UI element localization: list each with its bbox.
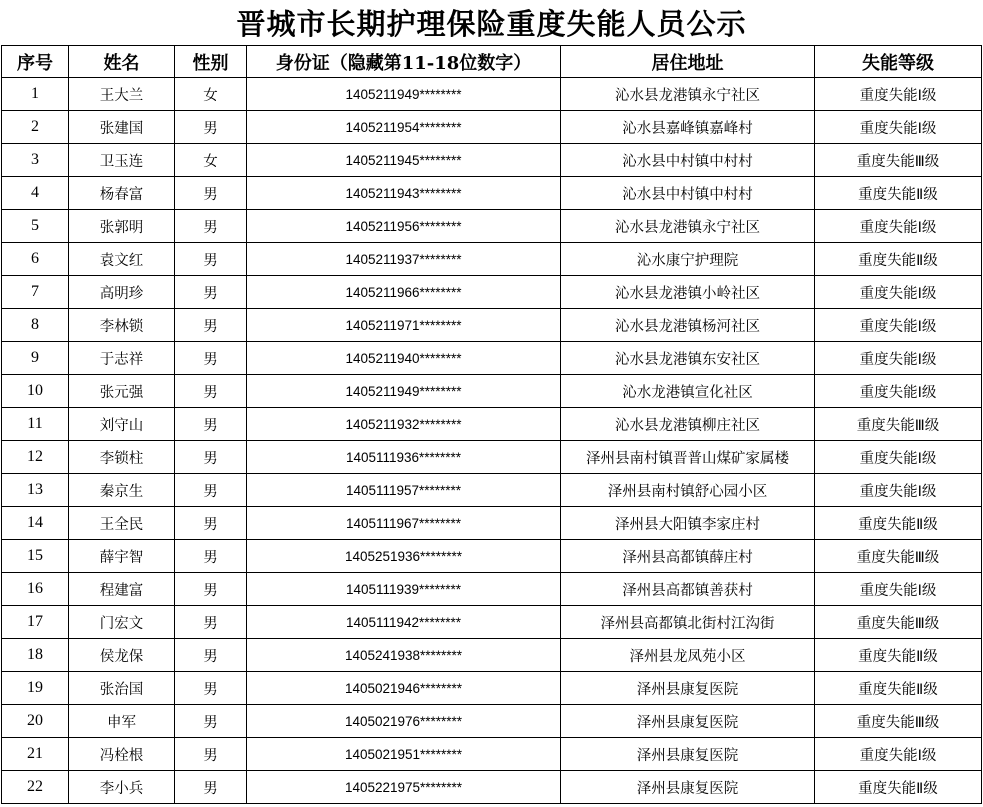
table-row <box>2 177 982 210</box>
cell-gender: 男 <box>175 606 247 639</box>
cell-level: 重度失能Ⅱ级 <box>815 177 982 210</box>
cell-address: 沁水龙港镇宣化社区 <box>561 375 815 408</box>
cell-name: 卫玉连 <box>69 144 175 177</box>
cell-level: 重度失能Ⅲ级 <box>815 144 982 177</box>
cell-address: 泽州县康复医院 <box>561 771 815 804</box>
cell-name: 李林锁 <box>69 309 175 342</box>
table-row <box>2 78 982 111</box>
cell-address: 沁水县龙港镇永宁社区 <box>561 78 815 111</box>
cell-gender: 女 <box>175 144 247 177</box>
cell-address: 沁水县龙港镇柳庄社区 <box>561 408 815 441</box>
table-row <box>2 540 982 573</box>
header-name: 姓名 <box>69 46 175 78</box>
cell-id: 1405021976******** <box>247 705 561 738</box>
header-gender: 性别 <box>175 46 247 78</box>
cell-gender: 男 <box>175 441 247 474</box>
cell-name: 刘守山 <box>69 408 175 441</box>
cell-id: 1405211949******** <box>247 78 561 111</box>
cell-id: 1405221975******** <box>247 771 561 804</box>
cell-level: 重度失能Ⅰ级 <box>815 210 982 243</box>
table-row <box>2 144 982 177</box>
table-row <box>2 408 982 441</box>
cell-seq: 14 <box>2 507 69 540</box>
header-id: 身份证（隐藏第11-18位数字） <box>247 46 561 78</box>
cell-address: 泽州县康复医院 <box>561 705 815 738</box>
cell-seq: 13 <box>2 474 69 507</box>
cell-seq: 11 <box>2 408 69 441</box>
cell-gender: 男 <box>175 474 247 507</box>
cell-address: 沁水县龙港镇杨河社区 <box>561 309 815 342</box>
cell-level: 重度失能Ⅰ级 <box>815 111 982 144</box>
cell-name: 冯栓根 <box>69 738 175 771</box>
table-row <box>2 639 982 672</box>
cell-id: 1405211943******** <box>247 177 561 210</box>
cell-id: 1405111967******** <box>247 507 561 540</box>
table-row <box>2 771 982 804</box>
cell-seq: 19 <box>2 672 69 705</box>
cell-address: 泽州县高都镇善获村 <box>561 573 815 606</box>
cell-gender: 男 <box>175 111 247 144</box>
cell-gender: 男 <box>175 276 247 309</box>
cell-seq: 20 <box>2 705 69 738</box>
cell-name: 于志祥 <box>69 342 175 375</box>
cell-seq: 10 <box>2 375 69 408</box>
cell-gender: 男 <box>175 177 247 210</box>
cell-address: 沁水县中村镇中村村 <box>561 177 815 210</box>
cell-gender: 男 <box>175 540 247 573</box>
cell-level: 重度失能Ⅱ级 <box>815 771 982 804</box>
cell-name: 申军 <box>69 705 175 738</box>
table-row <box>2 573 982 606</box>
cell-id: 1405211945******** <box>247 144 561 177</box>
cell-level: 重度失能Ⅰ级 <box>815 738 982 771</box>
table-row <box>2 672 982 705</box>
table-row <box>2 441 982 474</box>
cell-name: 李小兵 <box>69 771 175 804</box>
cell-name: 门宏文 <box>69 606 175 639</box>
cell-id: 1405111957******** <box>247 474 561 507</box>
cell-level: 重度失能Ⅱ级 <box>815 672 982 705</box>
cell-seq: 22 <box>2 771 69 804</box>
cell-address: 泽州县南村镇舒心园小区 <box>561 474 815 507</box>
cell-seq: 8 <box>2 309 69 342</box>
cell-id: 1405111939******** <box>247 573 561 606</box>
cell-name: 李锁柱 <box>69 441 175 474</box>
cell-id: 1405251936******** <box>247 540 561 573</box>
cell-name: 侯龙保 <box>69 639 175 672</box>
cell-seq: 7 <box>2 276 69 309</box>
table-header-row <box>2 46 982 78</box>
page-title: 晋城市长期护理保险重度失能人员公示 <box>236 6 747 41</box>
cell-address: 泽州县南村镇晋普山煤矿家属楼 <box>561 441 815 474</box>
cell-level: 重度失能Ⅲ级 <box>815 540 982 573</box>
header-seq: 序号 <box>2 46 69 78</box>
cell-gender: 男 <box>175 771 247 804</box>
cell-name: 高明珍 <box>69 276 175 309</box>
cell-gender: 男 <box>175 507 247 540</box>
cell-seq: 15 <box>2 540 69 573</box>
cell-level: 重度失能Ⅰ级 <box>815 573 982 606</box>
table-row <box>2 111 982 144</box>
table-row <box>2 606 982 639</box>
cell-name: 张元强 <box>69 375 175 408</box>
cell-name: 张建国 <box>69 111 175 144</box>
cell-gender: 男 <box>175 375 247 408</box>
cell-name: 王大兰 <box>69 78 175 111</box>
cell-id: 1405021946******** <box>247 672 561 705</box>
cell-gender: 男 <box>175 210 247 243</box>
cell-address: 沁水县龙港镇永宁社区 <box>561 210 815 243</box>
cell-level: 重度失能Ⅱ级 <box>815 639 982 672</box>
cell-level: 重度失能Ⅱ级 <box>815 243 982 276</box>
table-row <box>2 474 982 507</box>
disability-list-table <box>1 45 982 804</box>
cell-id: 1405211937******** <box>247 243 561 276</box>
cell-seq: 21 <box>2 738 69 771</box>
cell-id: 1405211954******** <box>247 111 561 144</box>
table-row <box>2 738 982 771</box>
table-row <box>2 342 982 375</box>
cell-level: 重度失能Ⅰ级 <box>815 276 982 309</box>
cell-gender: 男 <box>175 408 247 441</box>
cell-seq: 4 <box>2 177 69 210</box>
cell-name: 张治国 <box>69 672 175 705</box>
cell-id: 1405211971******** <box>247 309 561 342</box>
table-row <box>2 309 982 342</box>
table-row <box>2 375 982 408</box>
cell-address: 沁水康宁护理院 <box>561 243 815 276</box>
cell-address: 泽州县龙凤苑小区 <box>561 639 815 672</box>
cell-id: 1405111936******** <box>247 441 561 474</box>
cell-id: 1405241938******** <box>247 639 561 672</box>
cell-seq: 12 <box>2 441 69 474</box>
table-row <box>2 507 982 540</box>
cell-gender: 男 <box>175 639 247 672</box>
cell-id: 1405211932******** <box>247 408 561 441</box>
cell-name: 程建富 <box>69 573 175 606</box>
cell-gender: 男 <box>175 573 247 606</box>
cell-seq: 5 <box>2 210 69 243</box>
cell-name: 张郭明 <box>69 210 175 243</box>
cell-address: 沁水县龙港镇东安社区 <box>561 342 815 375</box>
cell-id: 1405211956******** <box>247 210 561 243</box>
cell-seq: 18 <box>2 639 69 672</box>
cell-level: 重度失能Ⅰ级 <box>815 441 982 474</box>
cell-gender: 男 <box>175 342 247 375</box>
cell-address: 沁水县中村镇中村村 <box>561 144 815 177</box>
table-body <box>2 78 982 804</box>
cell-gender: 男 <box>175 243 247 276</box>
cell-level: 重度失能Ⅲ级 <box>815 705 982 738</box>
cell-seq: 1 <box>2 78 69 111</box>
cell-level: 重度失能Ⅰ级 <box>815 474 982 507</box>
cell-level: 重度失能Ⅰ级 <box>815 78 982 111</box>
cell-seq: 6 <box>2 243 69 276</box>
header-address: 居住地址 <box>561 46 815 78</box>
cell-name: 袁文红 <box>69 243 175 276</box>
cell-seq: 16 <box>2 573 69 606</box>
cell-level: 重度失能Ⅲ级 <box>815 606 982 639</box>
table-row <box>2 210 982 243</box>
cell-seq: 3 <box>2 144 69 177</box>
cell-seq: 9 <box>2 342 69 375</box>
table-row <box>2 243 982 276</box>
cell-address: 沁水县龙港镇小岭社区 <box>561 276 815 309</box>
cell-gender: 女 <box>175 78 247 111</box>
cell-level: 重度失能Ⅰ级 <box>815 375 982 408</box>
cell-gender: 男 <box>175 705 247 738</box>
cell-id: 1405111942******** <box>247 606 561 639</box>
cell-seq: 17 <box>2 606 69 639</box>
cell-level: 重度失能Ⅲ级 <box>815 408 982 441</box>
header-level: 失能等级 <box>815 46 982 78</box>
cell-id: 1405021951******** <box>247 738 561 771</box>
cell-address: 泽州县高都镇北街村江沟街 <box>561 606 815 639</box>
cell-address: 沁水县嘉峰镇嘉峰村 <box>561 111 815 144</box>
cell-address: 泽州县康复医院 <box>561 672 815 705</box>
cell-name: 秦京生 <box>69 474 175 507</box>
cell-address: 泽州县大阳镇李家庄村 <box>561 507 815 540</box>
cell-name: 薛宇智 <box>69 540 175 573</box>
cell-address: 泽州县康复医院 <box>561 738 815 771</box>
cell-level: 重度失能Ⅱ级 <box>815 507 982 540</box>
cell-name: 杨春富 <box>69 177 175 210</box>
cell-level: 重度失能Ⅰ级 <box>815 309 982 342</box>
cell-gender: 男 <box>175 672 247 705</box>
cell-id: 1405211966******** <box>247 276 561 309</box>
cell-gender: 男 <box>175 738 247 771</box>
table-row <box>2 276 982 309</box>
cell-level: 重度失能Ⅰ级 <box>815 342 982 375</box>
cell-gender: 男 <box>175 309 247 342</box>
cell-name: 王全民 <box>69 507 175 540</box>
table-row <box>2 705 982 738</box>
cell-id: 1405211949******** <box>247 375 561 408</box>
cell-id: 1405211940******** <box>247 342 561 375</box>
cell-address: 泽州县高都镇薛庄村 <box>561 540 815 573</box>
cell-seq: 2 <box>2 111 69 144</box>
